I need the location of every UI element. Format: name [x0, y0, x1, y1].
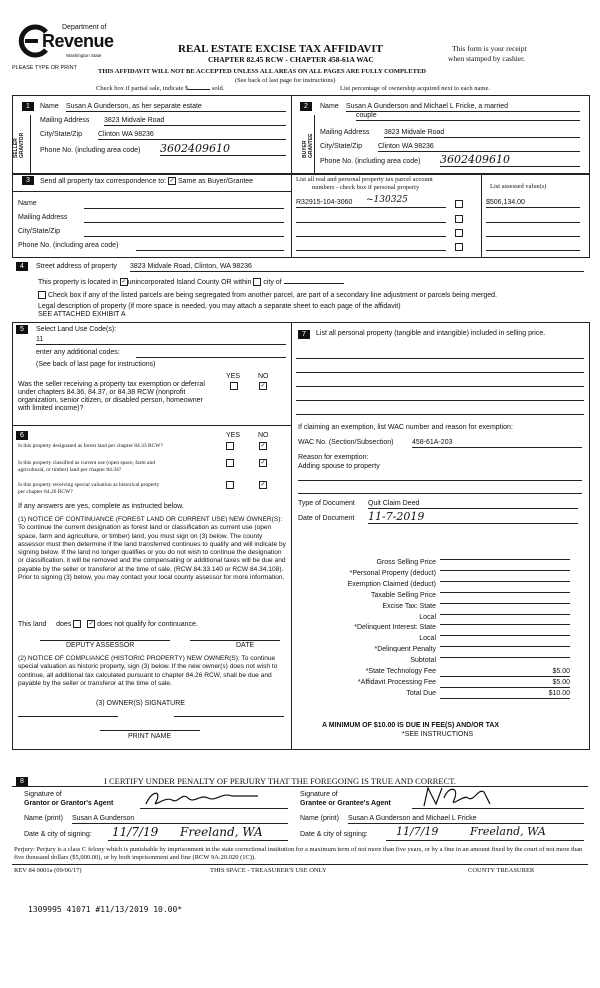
fee-label: Local — [419, 635, 436, 642]
buyer-name[interactable]: Susan A Gunderson and Michael L Fricke, a married — [346, 103, 580, 112]
seller-address[interactable]: 3823 Midvale Road — [104, 117, 286, 126]
parcel-header-1: List all real and personal property tax parcel account — [296, 176, 433, 183]
parcel-hand-note: ~130325 — [366, 195, 408, 205]
assessed-value[interactable]: $506,134.00 — [486, 199, 525, 206]
fee-label: Exemption Claimed (deduct) — [347, 581, 436, 588]
section-7-number: 7 — [298, 330, 310, 339]
see-instructions: *SEE INSTRUCTIONS — [402, 731, 474, 738]
grantor-name-label: Name (print) — [24, 815, 63, 822]
section-6-number: 6 — [16, 431, 28, 440]
parcel-number[interactable]: R32915-104-3060 — [296, 199, 353, 206]
fee-label: *Affidavit Processing Fee — [357, 679, 436, 686]
segregated-checkbox[interactable] — [38, 291, 46, 299]
fee-label: Local — [419, 614, 436, 621]
reason-text[interactable]: Adding spouse to property — [298, 463, 380, 470]
grantor-sig-label-1: Signature of — [24, 791, 62, 798]
dept-line3: Washington State — [66, 53, 102, 58]
fee-value[interactable] — [440, 581, 570, 582]
s5-yes: YES — [226, 373, 241, 380]
grantor-city[interactable]: Freeland, WA — [180, 825, 263, 839]
treasurer-space: THIS SPACE - TREASURER'S USE ONLY — [210, 867, 327, 874]
buyer-phone[interactable]: 3602409610 — [440, 154, 580, 167]
dept-line1: Department of — [62, 24, 107, 31]
assessed-header: List assessed value(s) — [490, 183, 547, 190]
seller-city[interactable]: Clinton WA 98236 — [98, 131, 286, 140]
current-use-question-2: agricultural, or timber) land per chapter 84.34? — [18, 467, 122, 473]
current-use-question-1: Is this property classified as current use (open space, farm and — [18, 460, 155, 466]
s3-name-label: Name — [18, 200, 37, 207]
fee-value[interactable] — [440, 614, 570, 615]
fee-value[interactable]: $5.00 — [440, 668, 570, 677]
receipt-line1: This form is your receipt — [452, 44, 527, 53]
s3-phone-label: Phone No. (including area code) — [18, 242, 119, 249]
grantee-date[interactable]: 11/7/19 — [396, 825, 439, 838]
warning-text: THIS AFFIDAVIT WILL NOT BE ACCEPTED UNLESS ALL AREAS ON ALL PAGES ARE FULLY COMPLETED — [98, 68, 426, 75]
section-8-number: 8 — [16, 777, 28, 786]
s6-no: NO — [258, 432, 269, 439]
buyer-phone-label: Phone No. (including area code) — [320, 158, 421, 165]
seller-addr-label: Mailing Address — [40, 117, 90, 124]
section-1-number: 1 — [22, 102, 34, 111]
wac-number[interactable]: 458-61A-203 — [412, 439, 582, 448]
historic-question-1: Is this property receiving special valuation as historical property — [18, 482, 160, 488]
land-use-code[interactable]: 11 — [36, 336, 286, 345]
grantee-date-label: Date & city of signing: — [300, 831, 368, 838]
street-label: Street address of property — [36, 263, 117, 270]
parcel-personal-checkbox-1[interactable] — [455, 200, 463, 208]
assessor-date-label: DATE — [236, 642, 255, 649]
grantor-date-label: Date & city of signing: — [24, 831, 92, 838]
s5-no: NO — [258, 373, 269, 380]
doc-type-label: Type of Document — [298, 500, 355, 507]
exemption-question: Was the seller receiving a property tax exemption or deferral under chapters 84.36, 84.37, or 84.38 RCW (nonprofit organization, senior citizen, or disabled person, homeowner with limited income)? — [18, 381, 205, 412]
send-correspondence: Send all property tax correspondence to: ✓ Same as Buyer/Grantee — [40, 177, 254, 185]
seller-phone[interactable]: 3602409610 — [160, 143, 286, 156]
forest-question: Is this property designated as forest land per chapter 84.33 RCW? — [18, 443, 163, 449]
receipt-line2: when stamped by cashier. — [448, 54, 526, 63]
fee-value[interactable]: $5.00 — [440, 679, 570, 688]
wac-label: WAC No. (Section/Subsection) — [298, 439, 394, 446]
if-any-yes: If any answers are yes, complete as instructed below. — [18, 503, 184, 510]
seller-name-label: Name — [40, 103, 59, 110]
fee-value[interactable] — [440, 635, 570, 636]
doc-type[interactable]: Quit Claim Deed — [368, 500, 578, 509]
seller-side-label: SELLER GRANTOR — [13, 132, 25, 158]
perjury-notice: Perjury: Perjury is a class C felony which is punishable by imprisonment in the state correctional institution for a maximum term of not more than five years, or by a fine in an amount fixed by the court of not more than five thousand dollars ($5,000.00), or by both imprisonment and fine (RCW 9A.20.020 (1C)). — [14, 846, 583, 861]
additional-codes-label: enter any additional codes: — [36, 349, 120, 356]
does-not-qualify-checkbox[interactable]: ✓ — [88, 621, 94, 627]
fee-label: *Personal Property (deduct) — [349, 570, 436, 577]
fee-label: *Delinquent Penalty — [374, 646, 436, 653]
please-type: PLEASE TYPE OR PRINT — [12, 65, 78, 71]
owner-signature-label: (3) OWNER(S) SIGNATURE — [96, 700, 185, 707]
buyer-name-cont[interactable]: couple — [356, 112, 580, 121]
section-5-number: 5 — [16, 325, 28, 334]
reason-label: Reason for exemption: — [298, 454, 369, 461]
fee-value[interactable] — [440, 570, 570, 571]
s6-yes: YES — [226, 432, 241, 439]
section-3-number: 3 — [22, 176, 34, 185]
seeback-header: (See back of last page for instructions) — [235, 77, 336, 84]
land-use-label: Select Land Use Code(s): — [36, 326, 117, 333]
grantee-name[interactable]: Susan A Gunderson and Michael L Fricke — [348, 815, 584, 824]
legal-description[interactable]: SEE ATTACHED EXHIBIT A — [38, 311, 126, 318]
grantee-signature[interactable] — [418, 784, 508, 810]
s5-yes-checkbox[interactable] — [230, 382, 238, 390]
segregated-note: Check box if any of the listed parcels are being segregated from another parcel, are part of a secondary line adjustment or parcels being merged. — [38, 291, 497, 300]
parcel-personal-checkbox-3[interactable] — [455, 229, 463, 237]
this-land: This land does ✓ does not qualify for continuance. — [18, 620, 198, 628]
personal-property-label: List all personal property (tangible and intangible) included in selling price. — [316, 330, 546, 337]
dept-line2: Revenue — [42, 31, 114, 51]
fee-label: *Delinquent Interest: State — [354, 624, 436, 631]
fee-value[interactable]: $10.00 — [440, 690, 570, 699]
legal-description-label: Legal description of property (if more space is needed, you may attach a separate sheet to each page of the affidavit) — [38, 303, 401, 310]
claiming-exemption: If claiming an exemption, list WAC number and reason for exemption: — [298, 424, 513, 431]
ownership-note: List percentage of ownership acquired next to each name. — [340, 85, 490, 92]
fee-label: Taxable Selling Price — [371, 592, 436, 599]
buyer-name-label: Name — [320, 103, 339, 110]
fee-value[interactable] — [440, 603, 570, 604]
doc-date-label: Date of Document — [298, 515, 355, 522]
notice-of-continuance: (1) NOTICE OF CONTINUANCE (FOREST LAND OR CURRENT USE) NEW OWNER(S): To continue the current designation as forest land or classification as current use (open space, farm and agriculture, or timber) land, you must sign on (3) below. The county assessor must then determine if the land transferred continues to qualify and will indicate by signing below. If the land no longer qualifies or you do not wish to continue the designation or classification, it will be removed and the compensating or additional taxes will be due and payable by the seller or transferor at the time of sale. (RCW 84.33.140 or RCW 84.34.108). Prior to signing (3) below, you may contact your local county assessor for more information. — [18, 516, 286, 582]
partial-sale: Check box if partial sale, indicate $ sold. — [96, 85, 225, 92]
does-qualify-checkbox[interactable] — [73, 620, 81, 628]
form-title: REAL ESTATE EXCISE TAX AFFIDAVIT — [178, 43, 383, 55]
fee-label: Subtotal — [410, 657, 436, 664]
certify-statement: I CERTIFY UNDER PENALTY OF PERJURY THAT THE FOREGOING IS TRUE AND CORRECT. — [104, 776, 456, 786]
street-address[interactable]: 3823 Midvale Road, Clinton, WA 98236 — [130, 263, 584, 272]
fee-value[interactable] — [440, 592, 570, 593]
historic-no-checkbox[interactable]: ✓ — [260, 482, 266, 488]
same-as-buyer-checkbox[interactable]: ✓ — [169, 178, 175, 184]
buyer-address[interactable]: 3823 Midvale Road — [384, 129, 580, 138]
s5-seeback: (See back of last page for instructions) — [36, 361, 156, 368]
deputy-assessor-label: DEPUTY ASSESSOR — [66, 642, 135, 649]
grantee-sig-label-2: Grantee or Grantee's Agent — [300, 800, 391, 807]
dor-logo — [16, 22, 121, 66]
s5-no-checkbox[interactable]: ✓ — [260, 383, 266, 389]
form-chapter: CHAPTER 82.45 RCW - CHAPTER 458-61A WAC — [208, 55, 374, 64]
grantor-signature[interactable] — [142, 786, 262, 810]
doc-date[interactable]: 11-7-2019 — [368, 511, 578, 524]
parcel-personal-checkbox-4[interactable] — [455, 243, 463, 251]
current-use-no-checkbox[interactable]: ✓ — [260, 460, 266, 466]
buyer-addr-label: Mailing Address — [320, 129, 370, 136]
notice-of-compliance: (2) NOTICE OF COMPLIANCE (HISTORIC PROPERTY) NEW OWNER(S): To continue special valuation as historic property, sign (3) below. If the new owner(s) does not wish to continue, all additional tax calculated pursuant to chapter 84.26 RCW, shall be due and payable by the seller or transferor at the time of sale. — [18, 655, 278, 687]
fee-value[interactable] — [440, 624, 570, 625]
s3-mailing-label: Mailing Address — [18, 214, 68, 221]
print-name-label: PRINT NAME — [128, 733, 172, 740]
historic-question-2: per chapter 84.26 RCW? — [18, 489, 73, 495]
fee-value[interactable] — [440, 559, 570, 560]
fee-label: Excise Tax: State — [382, 603, 436, 610]
rev-number: REV 84 0001a (09/06/17) — [14, 867, 82, 874]
historic-yes-checkbox[interactable] — [226, 481, 234, 489]
grantor-sig-label-2: Grantor or Grantor's Agent — [24, 800, 114, 807]
grantee-city[interactable]: Freeland, WA — [470, 825, 546, 838]
section-2-number: 2 — [300, 102, 312, 111]
seller-name[interactable]: Susan A Gunderson, as her separate estate — [66, 103, 286, 112]
grantor-name[interactable]: Susan A Gunderson — [72, 815, 288, 824]
forest-no-checkbox[interactable]: ✓ — [260, 443, 266, 449]
section-4-number: 4 — [16, 262, 28, 271]
unincorporated-checkbox[interactable]: ✓ — [121, 279, 127, 285]
parcel-header-2: numbers - check box if personal property — [312, 184, 420, 191]
buyer-city-label: City/State/Zip — [320, 143, 363, 150]
fee-value[interactable] — [440, 657, 570, 658]
s3-city-label: City/State/Zip — [18, 228, 61, 235]
city-checkbox[interactable] — [253, 278, 261, 286]
grantee-sig-label-1: Signature of — [300, 791, 338, 798]
recording-stamp: 1309995 41071 #11/13/2019 10.00* — [28, 905, 183, 914]
property-located: This property is located in ✓unincorporated Island County OR within city of — [38, 278, 344, 287]
fee-label: *State Technology Fee — [365, 668, 436, 675]
grantee-name-label: Name (print) — [300, 815, 339, 822]
fee-label: Total Due — [406, 690, 436, 697]
seller-city-label: City/State/Zip — [40, 131, 83, 138]
buyer-side-label: BUYER GRANTEE — [302, 133, 314, 158]
buyer-city[interactable]: Clinton WA 98236 — [378, 143, 580, 152]
fee-label: Gross Selling Price — [376, 559, 436, 566]
fee-value[interactable] — [440, 646, 570, 647]
grantor-date[interactable]: 11/7/19 — [112, 825, 159, 839]
county-treasurer: COUNTY TREASURER — [468, 867, 535, 874]
parcel-personal-checkbox-2[interactable] — [455, 215, 463, 223]
forest-yes-checkbox[interactable] — [226, 442, 234, 450]
seller-phone-label: Phone No. (including area code) — [40, 147, 141, 154]
minimum-due: A MINIMUM OF $10.00 IS DUE IN FEE(S) AND/OR TAX — [322, 722, 500, 729]
current-use-yes-checkbox[interactable] — [226, 459, 234, 467]
